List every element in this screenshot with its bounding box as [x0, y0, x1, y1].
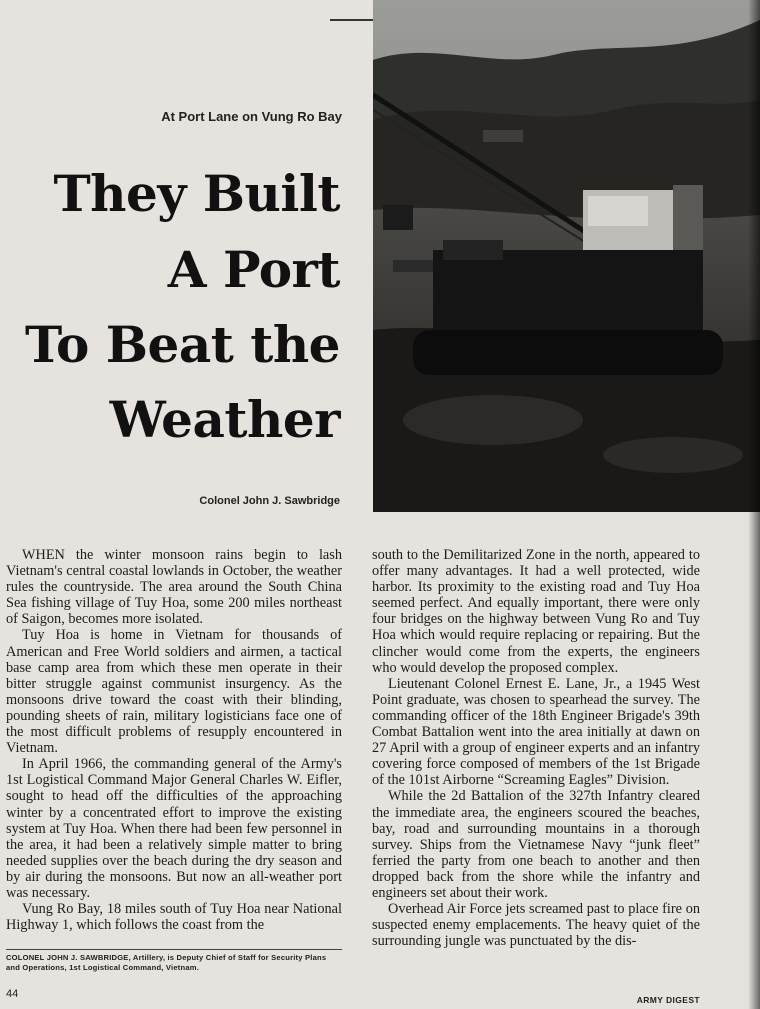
- decorative-rule: [330, 19, 376, 21]
- paragraph: Tuy Hoa is home in Vietnam for thousands of American and Free World soldiers and airmen, a tactical base camp area from which these men operate in their bitter struggle against communist insurgency. As the monsoons drive toward the coast with their blinding, pounding sheets of rain, military logisticians face one of the most difficult problems of resupply encountered in Vietnam.: [6, 627, 342, 757]
- paragraph: south to the Demilitarized Zone in the north, appeared to offer many advantages. It had a well protected, wide harbor. Its proximity to the existing road and Tuy Hoa seemed perfect. And equally important, there were only four bridges on the highway between Vung Ro and Tuy Hoa which would require replacing or repairing. But the clincher would come from the experts, the engineers who would develop the proposed complex.: [372, 547, 700, 676]
- paragraph: Overhead Air Force jets screamed past to place fire on suspected enemy emplacements. The heavy quiet of the surrounding jungle was punctuated by the dis-: [372, 901, 700, 950]
- paragraph: WHEN the winter monsoon rains begin to lash Vietnam's central coastal lowlands in October, the weather rules the countryside. The area around the South China Sea fishing village of Tuy Hoa, some 200 miles northeast of Saigon, becomes more isolated.: [6, 547, 342, 628]
- article-column-left: [6, 547, 342, 947]
- page-number: 44: [6, 988, 19, 1000]
- article-kicker: At Port Lane on Vung Ro Bay: [161, 109, 342, 124]
- construction-photo: [373, 0, 760, 512]
- paragraph: In April 1966, the commanding general of the Army's 1st Logistical Command Major General Charles W. Eifler, sought to head off the difficulties of the approaching winter by a concentrated effort to improve the existing system at Tuy Hoa. When there had been few personnel in the area, it had been a relatively simple matter to bring needed supplies over the beach during the dry season and by air during the monsoons. But now an all-weather port was necessary.: [6, 756, 342, 901]
- paragraph: Lieutenant Colonel Ernest E. Lane, Jr., a 1945 West Point graduate, was chosen to spearhead the survey. The commanding officer of the 18th Engineer Brigade's 39th Combat Battalion went into the area initially at dawn on 27 April with a group of engineer experts and an infantry covering force composed of members of the 1st Brigade of the 101st Airborne “Screaming Eagles” Division.: [372, 675, 700, 789]
- headline-line-4: Weather: [109, 390, 340, 449]
- article-column-right: [372, 547, 700, 1009]
- article-byline: Colonel John J. Sawbridge: [199, 495, 340, 507]
- page-edge-shadow: [748, 0, 760, 1009]
- construction-photo-icon: [373, 0, 760, 512]
- paragraph: While the 2d Battalion of the 327th Infantry cleared the immediate area, the engineers scoured the beaches, bay, road and surrounding mountains in a thorough survey. Ships from the Vietnamese Navy “junk fleet” ferried the party from one beach to another and then dropped back from the shore while the infantry and engineers set about their work.: [372, 788, 700, 901]
- footnote-divider: [6, 949, 342, 950]
- author-footnote: COLONEL JOHN J. SAWBRIDGE, Artillery, is Deputy Chief of Staff for Security Plans and Operations, 1st Logistical Command, Vietnam.: [6, 953, 327, 972]
- headline-line-3: To Beat the: [25, 315, 340, 374]
- running-footer: ARMY DIGEST: [636, 995, 700, 1005]
- headline-line-1: They Built: [53, 164, 340, 223]
- paragraph: Vung Ro Bay, 18 miles south of Tuy Hoa near National Highway 1, which follows the coast from the: [6, 901, 342, 934]
- headline-line-2: A Port: [167, 240, 340, 299]
